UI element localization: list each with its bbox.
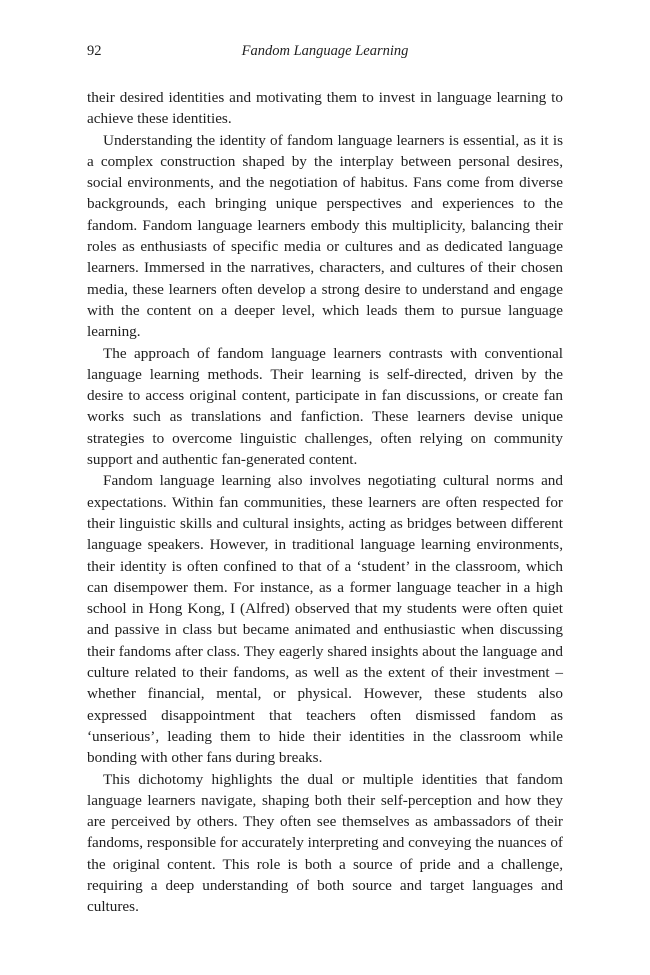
paragraph-identity: Understanding the identity of fandom language learners is essential, as it is a complex construction shaped by the interplay between personal desires, social environments, and the negotiation of habitus. Fans come from diverse backgrounds, each bringing unique perspectives and experiences to the fandom. Fandom language learners embody this multiplicity, balancing their roles as enthusiasts of specific media or cultures and as dedicated language learners. Immersed in the narratives, characters, and cultures of their chosen media, these learners often develop a strong desire to understand and engage with the content on a deeper level, which leads them to pursue language learning. — [87, 131, 563, 341]
page-number: 92 — [87, 43, 102, 59]
paragraph-cultural-norms: Fandom language learning also involves negotiating cultural norms and expectations. Within fan communities, these learners are often respected for their linguistic skills and cultural insights, acting as bridges between different language speakers. However, in traditional language learning environments, their identity is often confined to that of a ‘student’ in the classroom, which can disempower them. For instance, as a former language teacher in a high school in Hong Kong, I (Alfred) observed that my students were often quiet and passive in class but became animated and enthusiastic when discussing their fandoms after class. They eagerly shared insights about the language and culture related to their fandoms, as well as the extent of their investment – whether financial, mental, or physical. However, these students also expressed disappointment that teachers often dismissed fandom as ‘unserious’, leading them to hide their identities in the classroom while bonding with other fans during breaks. — [87, 472, 563, 767]
body-text — [87, 87, 563, 918]
page-header — [87, 43, 563, 65]
running-title: Fandom Language Learning — [241, 43, 409, 59]
paragraph-continuation: their desired identities and motivating them to invest in language learning to achieve these identities. — [87, 89, 563, 128]
paragraph-dichotomy: This dichotomy highlights the dual or multiple identities that fandom language learners navigate, shaping both their self-perception and how they are perceived by others. They often see themselves as ambassadors of their fandoms, responsible for accurately interpreting and conveying the nuances of the original content. This role is both a source of pride and a challenge, requiring a deep understanding of both source and target languages and cultures. — [87, 770, 563, 916]
paragraph-approach: The approach of fandom language learners contrasts with conventional language learning methods. Their learning is self-directed, driven by the desire to access original content, participate in fan discussions, or create fan works such as translations and fanfiction. These learners devise unique strategies to overcome linguistic challenges, often relying on community support and authentic fan-generated content. — [87, 344, 563, 469]
